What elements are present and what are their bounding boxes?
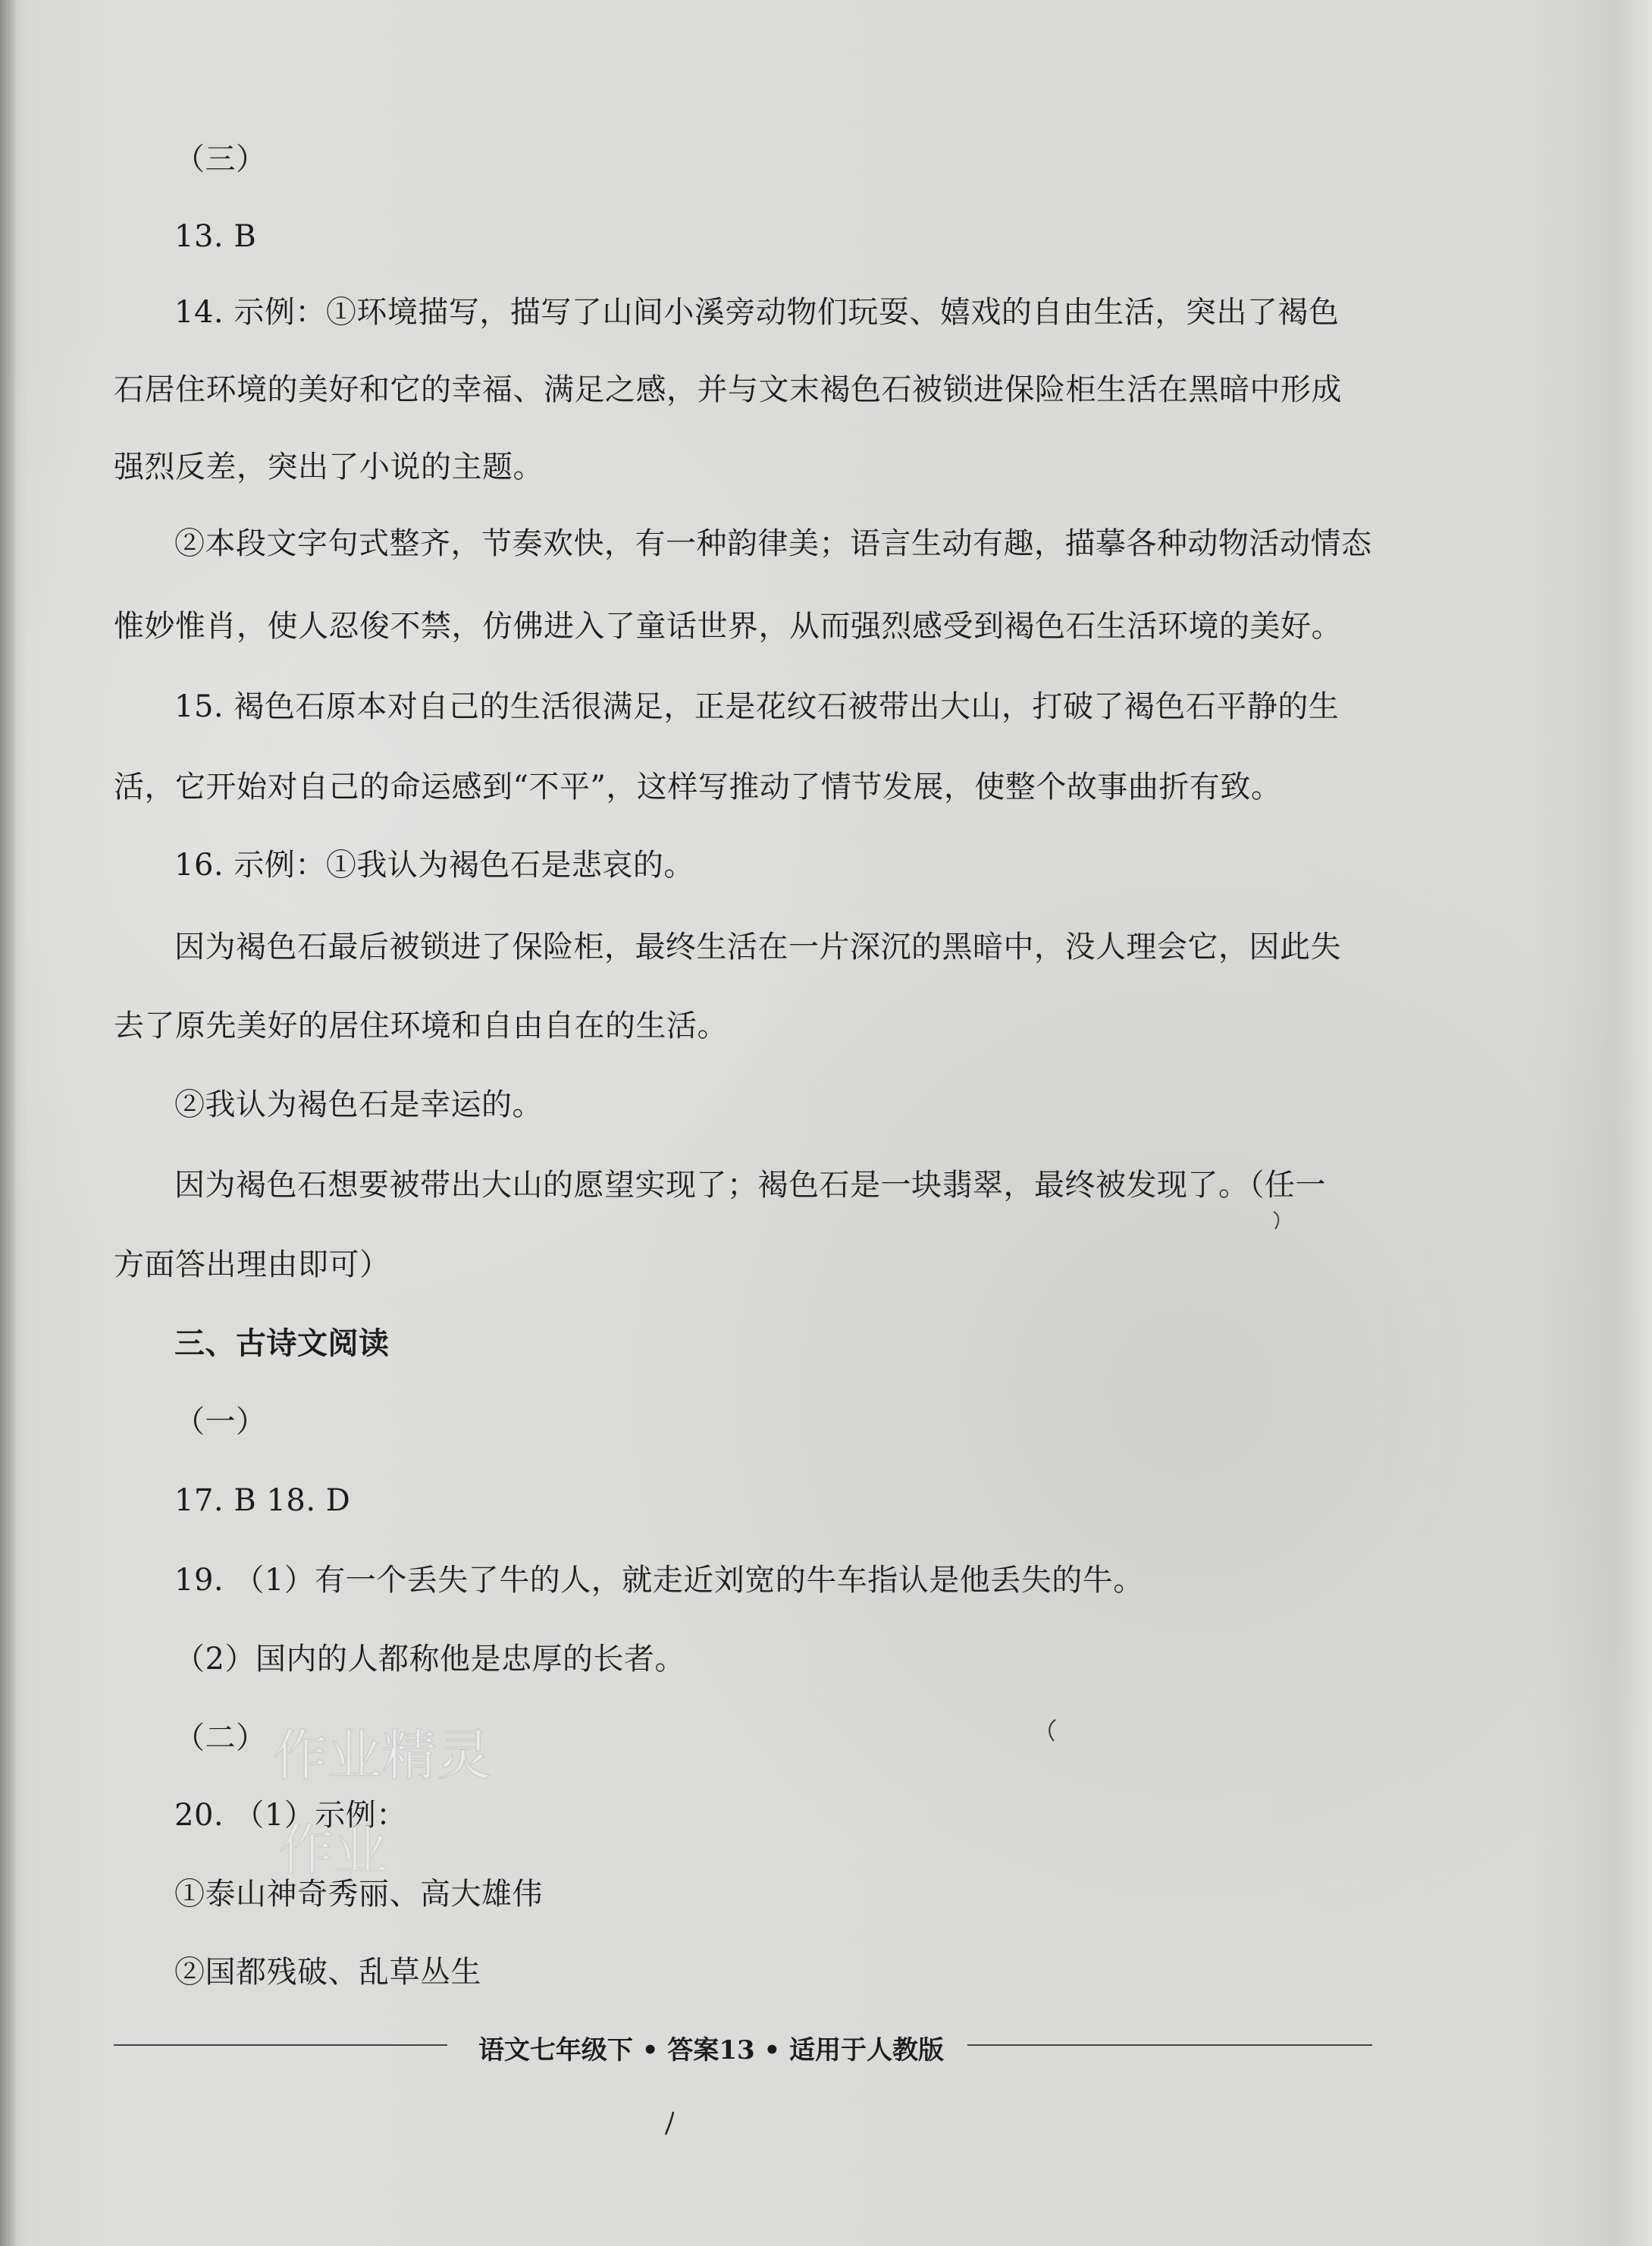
- answers-17-18: 17. B 18. D: [174, 1483, 351, 1518]
- answer-16-line-6: 方面答出理由即可）: [114, 1247, 390, 1282]
- footer-rule-left: [114, 2044, 447, 2046]
- page-left-edge: [0, 0, 17, 2246]
- page-footer: [114, 2026, 1372, 2064]
- section-heading-three: （三）: [174, 142, 267, 177]
- answer-16-line-3: 去了原先美好的居住环境和自由自在的生活。: [114, 1009, 728, 1043]
- scan-mark-1: [1266, 1206, 1296, 1236]
- page-right-shadow: [1531, 0, 1652, 2246]
- answer-14-line-3: 强烈反差，突出了小说的主题。: [114, 450, 544, 485]
- section-heading-ancient-poetry: 三、古诗文阅读: [174, 1326, 390, 1361]
- answer-19-line-1: 19. （1）有一个丢失了牛的人，就走近刘宽的牛车指认是他丢失的牛。: [174, 1563, 1144, 1598]
- answer-14-line-5: 惟妙惟肖，使人忍俊不禁，仿佛进入了童话世界，从而强烈感受到褐色石生活环境的美好。: [114, 609, 1342, 644]
- subsection-two: （二）: [174, 1721, 267, 1755]
- watermark-line-2: 作业: [279, 1818, 389, 1882]
- scan-mark-3: [660, 2108, 682, 2140]
- footer-rule-right: [967, 2044, 1372, 2046]
- footer-text: 语文七年级下 • 答案13 • 适用于人教版: [478, 2035, 945, 2066]
- answer-16-line-2: 因为褐色石最后被锁进了保险柜，最终生活在一片深沉的黑暗中，没人理会它，因此失: [174, 930, 1341, 965]
- answer-20-line-2: ①泰山神奇秀丽、高大雄伟: [174, 1877, 543, 1912]
- answer-13: 13. B: [174, 219, 257, 254]
- answer-16-line-5: 因为褐色石想要被带出大山的愿望实现了；褐色石是一块翡翠，最终被发现了。（任一: [174, 1168, 1326, 1203]
- watermark-line-1: 作业精灵: [273, 1724, 492, 1787]
- answer-19-line-2: （2）国内的人都称他是忠厚的长者。: [174, 1642, 685, 1677]
- answer-16-line-1: 16. 示例：①我认为褐色石是悲哀的。: [174, 848, 694, 883]
- subsection-one: （一）: [174, 1404, 267, 1439]
- answer-15-line-2: 活，它开始对自己的命运感到“不平”，这样写推动了情节发展，使整个故事曲折有致。: [114, 770, 1282, 805]
- answer-16-line-4: ②我认为褐色石是幸运的。: [174, 1087, 543, 1122]
- answer-20-line-3: ②国都残破、乱草丛生: [174, 1955, 481, 1990]
- answer-15-line-1: 15. 褐色石原本对自己的生活很满足，正是花纹石被带出大山，打破了褐色石平静的生: [174, 689, 1340, 724]
- answer-14-line-1: 14. 示例：①环境描写，描写了山间小溪旁动物们玩耍、嬉戏的自由生活，突出了褐色: [174, 295, 1340, 330]
- answer-14-line-2: 石居住环境的美好和它的幸福、满足之感，并与文末褐色石被锁进保险柜生活在黑暗中形成: [114, 372, 1342, 407]
- answer-20-line-1: 20. （1）示例：: [174, 1798, 407, 1833]
- answer-14-line-4: ②本段文字句式整齐，节奏欢快，有一种韵律美；语言生动有趣，描摹各种动物活动情态: [174, 526, 1372, 561]
